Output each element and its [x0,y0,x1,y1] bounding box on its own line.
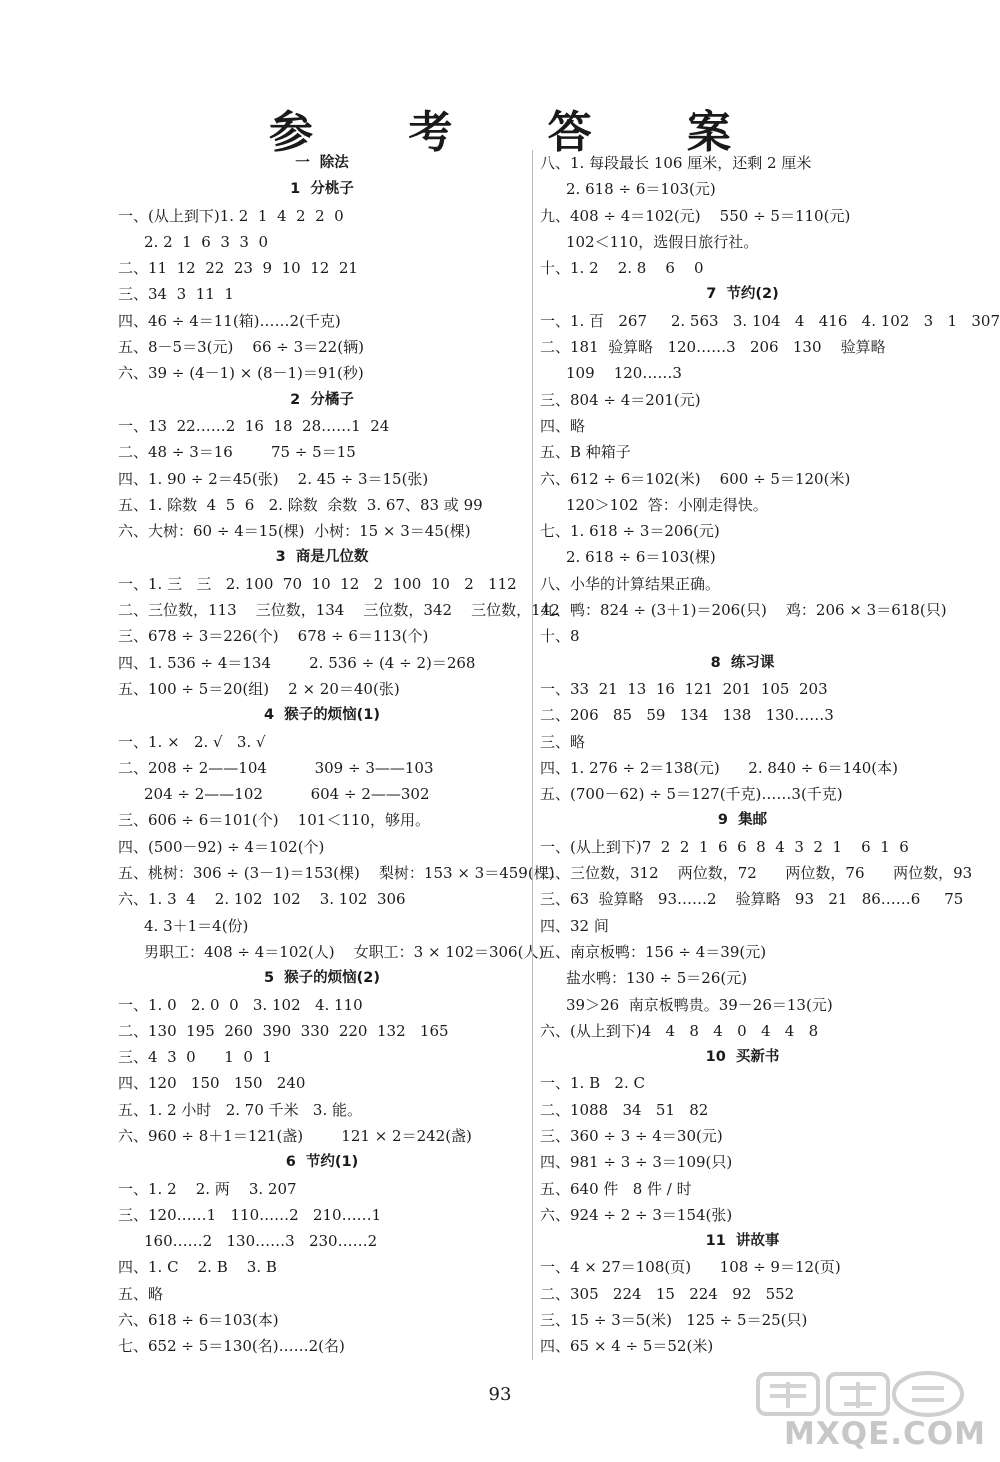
answer-line: 五、8－5＝3(元) 66 ÷ 3＝22(辆) [118,338,364,357]
answer-line: 39＞26 南京板鸭贵。39－26＝13(元) [566,995,833,1014]
answer-column-right [540,150,1000,1360]
section-heading: 3 商是几位数 [275,549,369,566]
answer-line: 六、612 ÷ 6＝102(米) 600 ÷ 5＝120(米) [540,469,851,488]
answer-line: 五、略 [118,1284,164,1303]
answer-line: 一、4 × 27＝108(页) 108 ÷ 9＝12(页) [540,1258,841,1277]
answer-line: 四、46 ÷ 4＝11(箱)……2(千克) [118,311,341,330]
answer-line: 四、1. 276 ÷ 2＝138(元) 2. 840 ÷ 6＝140(本) [540,758,898,777]
section-heading: 一 除法 [295,155,349,171]
answer-line: 三、120……1 110……2 210……1 [118,1205,382,1224]
answer-line: 二、181 验算略 120……3 206 130 验算略 [540,338,886,357]
answer-line: 五、1. 除数 4 5 6 2. 除数 余数 3. 67、83 或 99 [118,495,483,514]
answer-line: 一、33 21 13 16 121 201 105 203 [540,679,828,698]
answer-line: 五、1. 2 小时 2. 70 千米 3. 能。 [118,1100,363,1119]
section-heading: 4 猴子的烦恼(1) [263,707,381,724]
answer-line: 四、略 [540,416,586,435]
answer-line: 四、981 ÷ 3 ÷ 3＝109(只) [540,1153,733,1172]
page-number: 93 [488,1384,512,1405]
answer-line: 一、1. B 2. C [540,1074,645,1093]
section-heading: 6 节约(1) [285,1154,359,1171]
section-heading: 2 分橘子 [290,391,354,408]
answer-line: 二、三位数，312 两位数，72 两位数，76 两位数，93 [540,864,973,883]
answer-line: 2. 618 ÷ 6＝103(棵) [566,548,716,567]
answer-line: 一、1. 0 2. 0 0 3. 102 4. 110 [118,995,363,1014]
page-title: 参 考 答 案 [269,107,771,158]
answer-line: 一、(从上到下)7 2 2 1 6 6 8 4 3 2 1 6 1 6 [540,837,909,856]
answer-line: 二、48 ÷ 3＝16 75 ÷ 5＝15 [118,443,356,462]
answer-line: 一、(从上到下)1. 2 1 4 2 2 0 [118,206,344,225]
answer-line: 六、1. 3 4 2. 102 102 3. 102 306 [118,890,406,909]
answer-line: 十、1. 2 2. 8 6 0 [540,259,704,278]
answer-line: 2. 2 1 6 3 3 0 [144,232,269,251]
answer-line: 一、1. 百 267 2. 563 3. 104 4 416 4. 102 3 1 307 [540,311,1000,330]
answer-line: 三、606 ÷ 6＝101(个) 101＜110，够用。 [118,811,430,830]
watermark-url: MXQE.COM [783,1416,986,1452]
answer-line: 四、1. C 2. B 3. B [118,1258,277,1277]
answer-line: 二、208 ÷ 2——104 309 ÷ 3——103 [118,758,434,777]
answer-line: 六、618 ÷ 6＝103(本) [118,1311,279,1330]
section-heading: 9 集邮 [717,812,768,829]
answer-line: 八、小华的计算结果正确。 [540,574,721,593]
answer-line: 十、8 [540,627,580,646]
answer-line: 九、408 ÷ 4＝102(元) 550 ÷ 5＝110(元) [540,206,851,225]
answer-line: 五、桃树：306 ÷ (3－1)＝153(棵) 梨树：153 × 3＝459(棵) [118,864,555,883]
answer-line: 一、1. 2 2. 两 3. 207 [118,1179,297,1198]
answer-line: 二、三位数，113 三位数，134 三位数，342 三位数，142 [118,601,560,620]
answer-line: 三、804 ÷ 4＝201(元) [540,390,701,409]
answer-line: 五、B 种箱子 [540,443,631,462]
answer-line: 四、1. 90 ÷ 2＝45(张) 2. 45 ÷ 3＝15(张) [118,469,429,488]
answer-line: 109 120……3 [566,364,682,383]
section-heading: 7 节约(2) [706,286,779,303]
answer-line: 八、1. 每段最长 106 厘米，还剩 2 厘米 [540,154,812,172]
answer-line: 四、120 150 150 240 [118,1074,306,1093]
answer-line: 2. 618 ÷ 6＝103(元) [566,180,716,199]
answer-line: 六、(从上到下)4 4 8 4 0 4 4 8 [540,1021,819,1040]
answer-line: 六、924 ÷ 2 ÷ 3＝154(张) [540,1205,733,1224]
answer-line: 三、678 ÷ 3＝226(个) 678 ÷ 6＝113(个) [118,627,429,646]
answer-line: 120＞102 答：小刚走得快。 [566,495,768,514]
answer-line: 三、63 验算略 93……2 验算略 93 21 86……6 75 [540,890,964,909]
column-divider [532,150,533,1360]
answer-line: 二、206 85 59 134 138 130……3 [540,706,834,725]
answer-line: 一、1. × 2. √ 3. √ [118,732,266,751]
answer-line: 六、39 ÷ (4－1) × (8－1)＝91(秒) [118,364,364,383]
answer-line: 四、32 间 [540,916,609,935]
answer-line: 四、65 × 4 ÷ 5＝52(米) [540,1337,714,1356]
answer-line: 三、360 ÷ 3 ÷ 4＝30(元) [540,1126,723,1145]
answer-line: 四、(500－92) ÷ 4＝102(个) [118,837,325,856]
answer-line: 盐水鸭：130 ÷ 5＝26(元) [566,969,748,988]
watermark [746,1370,996,1456]
section-heading: 10 买新书 [705,1049,780,1066]
answer-line: 九、鸭：824 ÷ (3＋1)＝206(只) 鸡：206 × 3＝618(只) [540,601,947,620]
answer-line: 六、大树：60 ÷ 4＝15(棵) 小树：15 × 3＝45(棵) [118,522,471,541]
answer-line: 一、13 22……2 16 18 28……1 24 [118,416,390,435]
answer-line: 二、11 12 22 23 9 10 12 21 [118,259,358,278]
answer-line: 二、1088 34 51 82 [540,1100,709,1119]
section-heading: 11 讲故事 [705,1233,780,1250]
answer-line: 五、(700－62) ÷ 5＝127(千克)……3(千克) [540,785,843,804]
section-heading: 8 练习课 [710,654,775,671]
answer-line: 男职工：408 ÷ 4＝102(人) 女职工：3 × 102＝306(人) [144,942,545,961]
answer-line: 102＜110，选假日旅行社。 [566,232,759,251]
answer-line: 六、960 ÷ 8＋1＝121(盏) 121 × 2＝242(盏) [118,1126,472,1145]
answer-line: 4. 3＋1＝4(份) [144,916,249,935]
answer-line: 五、100 ÷ 5＝20(组) 2 × 20＝40(张) [118,679,400,698]
answer-line: 204 ÷ 2——102 604 ÷ 2——302 [144,785,430,804]
section-heading: 1 分桃子 [290,181,354,198]
answer-line: 一、1. 三 三 2. 100 70 10 12 2 100 10 2 112 [118,574,517,593]
section-heading: 5 猴子的烦恼(2) [263,970,381,987]
answer-line: 四、1. 536 ÷ 4＝134 2. 536 ÷ (4 ÷ 2)＝268 [118,653,476,672]
answer-line: 五、南京板鸭：156 ÷ 4＝39(元) [540,942,767,961]
answer-line: 二、130 195 260 390 330 220 132 165 [118,1021,449,1040]
answer-line: 二、305 224 15 224 92 552 [540,1284,795,1303]
answer-line: 七、652 ÷ 5＝130(名)……2(名) [118,1337,345,1356]
answer-line: 三、4 3 0 1 0 1 [118,1048,273,1067]
answer-line: 七、1. 618 ÷ 3＝206(元) [540,522,720,541]
answer-line: 三、34 3 11 1 [118,285,234,304]
watermark-logo-icon [756,1370,966,1418]
answer-line: 三、15 ÷ 3＝5(米) 125 ÷ 5＝25(只) [540,1311,808,1330]
answer-line: 160……2 130……3 230……2 [144,1232,378,1251]
answer-line: 三、略 [540,732,586,751]
answer-line: 五、640 件 8 件 / 时 [540,1179,692,1198]
